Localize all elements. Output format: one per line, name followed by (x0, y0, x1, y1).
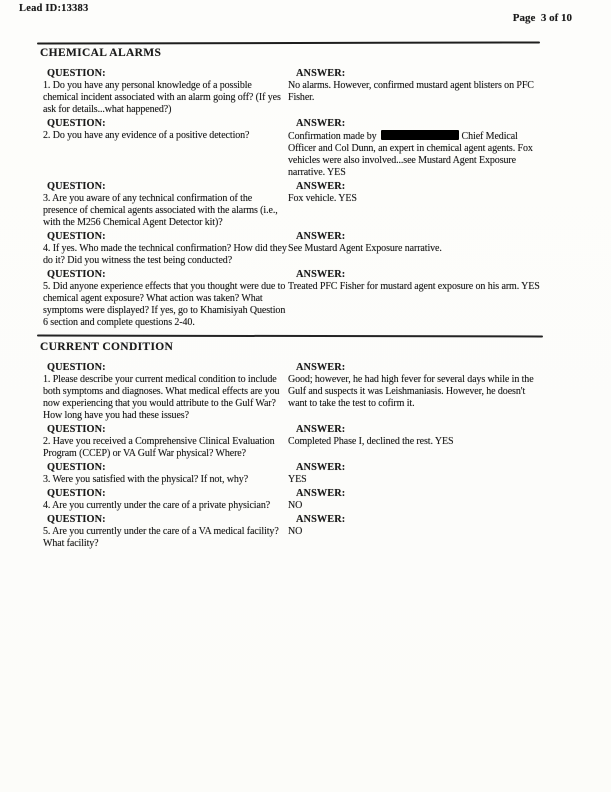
question-text: 5. Did anyone experience effects that you thought were due to chemical agent exposure? What action was taken? What symptoms were displayed? If yes, go to Khamisiyah Question 6 section and complete questions 2-40. (43, 281, 286, 328)
answer-text: Completed Phase I, declined the rest. YES (288, 436, 454, 447)
answer-text: NO (288, 526, 303, 537)
question-text: 2. Have you received a Comprehensive Clinical Evaluation Program (CCEP) or VA Gulf War physical? Where? (43, 436, 275, 459)
question-cell (38, 422, 288, 460)
question-cell (38, 116, 288, 179)
answer-text-after-redaction: Chief Medical Officer and Col Dunn, an expert in chemical agent agents. Fox vehicles were also involved...see Mustard Agent Exposure narrative. YES (288, 131, 533, 178)
answer-cell (288, 486, 575, 512)
answer-cell (288, 267, 575, 329)
question-label: QUESTION: (47, 181, 106, 192)
question-label: QUESTION: (47, 488, 106, 499)
answer-label: ANSWER: (296, 269, 346, 280)
answer-label: ANSWER: (296, 181, 346, 192)
qa-grid (38, 66, 575, 329)
section-current-condition (38, 341, 575, 550)
question-cell (38, 512, 288, 550)
answer-cell (288, 66, 575, 116)
lead-id-label: Lead ID:13383 (19, 3, 89, 14)
answer-text: No alarms. However, confirmed mustard agent blisters on PFC Fisher. (288, 80, 534, 103)
answer-label: ANSWER: (296, 68, 346, 79)
question-text: 3. Are you aware of any technical confirmation of the presence of chemical agents associated with the alarms (i.e., with the M256 Chemical Agent Detector kit)? (43, 193, 278, 228)
question-label: QUESTION: (47, 514, 106, 525)
answer-cell (288, 460, 575, 486)
redaction-box (381, 130, 459, 140)
answer-text: Fox vehicle. YES (288, 193, 357, 204)
answer-label: ANSWER: (296, 488, 346, 499)
question-label: QUESTION: (47, 269, 106, 280)
qa-grid (38, 360, 575, 550)
page-number-label: Page 3 of 10 (512, 12, 572, 24)
answer-cell (288, 116, 575, 179)
answer-text (288, 130, 544, 179)
answer-cell (288, 512, 575, 550)
section-chemical-alarms (38, 47, 575, 329)
question-cell (38, 179, 288, 229)
question-text: 5. Are you currently under the care of a VA medical facility? What facility? (43, 526, 279, 549)
answer-text: Good; however, he had high fever for several days while in the Gulf and suspects it was Leishmaniasis. However, he doesn't want to take the test to cofirm it. (288, 374, 534, 409)
question-label: QUESTION: (47, 462, 106, 473)
question-label: QUESTION: (47, 68, 106, 79)
section-title: CURRENT CONDITION (40, 341, 174, 353)
question-text: 1. Please describe your current medical condition to include both symptoms and diagnoses. What medical effects are you now experiencing that you would attribute to the Gulf War? How long have you had these issues? (43, 374, 280, 421)
answer-cell (288, 360, 575, 422)
answer-label: ANSWER: (296, 462, 346, 473)
answer-text: YES (288, 474, 307, 485)
answer-label: ANSWER: (296, 118, 346, 129)
answer-text: NO (288, 500, 303, 511)
question-label: QUESTION: (47, 118, 106, 129)
answer-text: See Mustard Agent Exposure narrative. (288, 243, 442, 254)
question-text: 2. Do you have any evidence of a positive detection? (43, 130, 250, 141)
question-label: QUESTION: (47, 424, 106, 435)
answer-label: ANSWER: (296, 424, 346, 435)
header-rule (37, 41, 540, 44)
question-text: 4. If yes. Who made the technical confirmation? How did they do it? Did you witness the test being conducted? (43, 243, 287, 266)
question-text: 3. Were you satisfied with the physical? If not, why? (43, 474, 249, 485)
section-divider (37, 335, 543, 338)
section-title: CHEMICAL ALARMS (40, 47, 162, 59)
question-cell (38, 229, 288, 267)
answer-cell (288, 179, 575, 229)
answer-cell (288, 422, 575, 460)
answer-label: ANSWER: (296, 362, 346, 373)
question-cell (38, 66, 288, 116)
question-cell (38, 360, 288, 422)
question-cell (38, 460, 288, 486)
question-label: QUESTION: (47, 231, 106, 242)
question-text: 1. Do you have any personal knowledge of a possible chemical incident associated with an alarm going off? (If yes ask for details...what happened?) (43, 80, 281, 115)
question-cell (38, 486, 288, 512)
answer-cell (288, 229, 575, 267)
answer-text-before-redaction: Confirmation made by (288, 131, 377, 142)
question-text: 4. Are you currently under the care of a private physician? (43, 500, 271, 511)
answer-label: ANSWER: (296, 514, 346, 525)
answer-text: Treated PFC Fisher for mustard agent exposure on his arm. YES (288, 281, 540, 292)
question-label: QUESTION: (47, 362, 106, 373)
document-content (38, 47, 575, 550)
question-cell (38, 267, 288, 329)
answer-label: ANSWER: (296, 231, 346, 242)
